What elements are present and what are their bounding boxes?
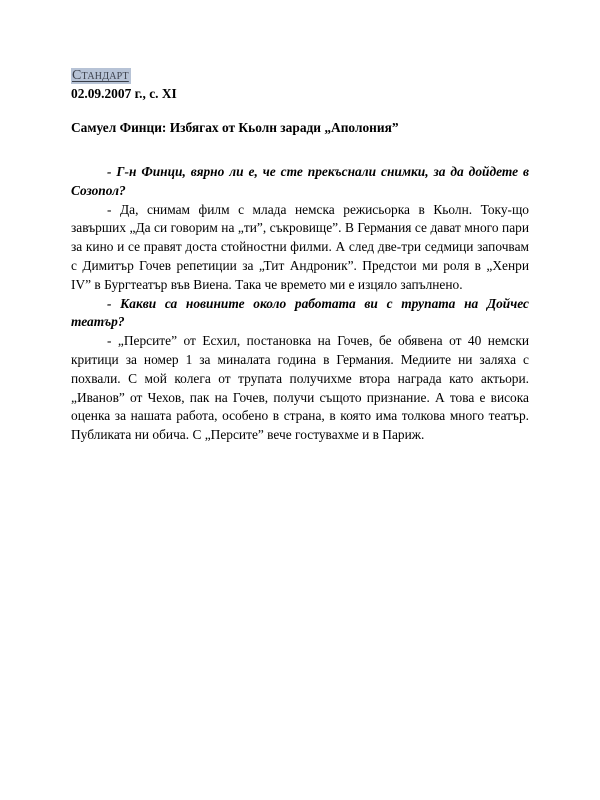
article-body	[71, 163, 529, 445]
article-title: Самуел Финци: Избягах от Кьолн заради „Аполония”	[71, 120, 399, 135]
interview-answer: - Да, снимам филм с млада немска режисьорка в Кьолн. Току-що завърших „Да си говорим на „ти”, съкровище”. В Германия се дават много пари за кино и се правят доста стойностни филми. А след две-три седмици започвам с Димитър Гочев репетиции за „Тит Андроник”. Предстои ми роля в „Хенри IV” в Бургтеатър във Виена. Така че времето ми е изцяло запълнено.	[71, 201, 529, 292]
document-page	[71, 66, 529, 445]
interview-question: - Г-н Финци, вярно ли е, че сте прекъснали снимки, за да дойдете в Созопол?	[71, 164, 529, 198]
masthead-row	[71, 66, 529, 84]
interview-answer: - „Персите” от Есхил, постановка на Гочев, бе обявена от 40 немски критици за номер 1 за миналата година в Германия. Медиите ни заляха с похвали. С мой колега от трупата получихме втора награда като актьори. „Иванов” от Чехов, пак на Гочев, получи същото признание. А това е висока оценка за нашата работа, особено в страна, в която има толкова много театър. Публиката ни обича. С „Персите” вече гостувахме и в Париж.	[71, 333, 529, 443]
publication-date: 02.09.2007 г., с. XI	[71, 86, 177, 101]
interview-question: - Какви са новините около работата ви с трупата на Дойчес театър?	[71, 295, 529, 330]
newspaper-masthead: Стандарт	[72, 68, 129, 83]
